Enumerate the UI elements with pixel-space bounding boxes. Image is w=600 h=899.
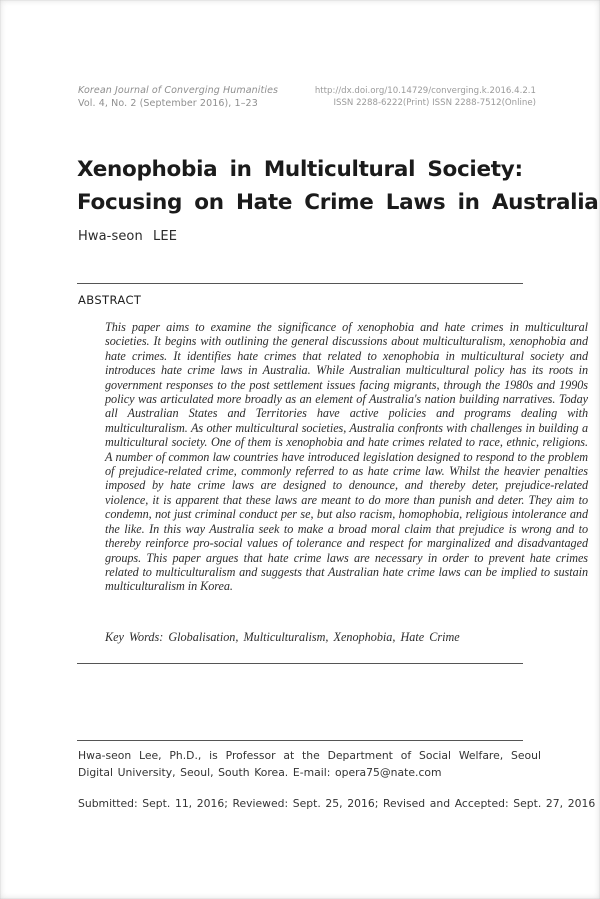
doi-text: http://dx.doi.org/10.14729/converging.k.2016.4.2.1 — [314, 86, 536, 96]
keywords-bottom-rule — [77, 663, 523, 664]
journal-name: Korean Journal of Converging Humanities — [78, 85, 279, 96]
abstract-body: This paper aims to examine the significance of xenophobia and hate crimes in multicultural societies. It begins with outlining the general discussions about multiculturalism, xenophobia and hate crimes. It identifies hate crimes that related to xenophobia in multicultural society and introduces hate crime laws in Australia. While Australian multicultural policy has its roots in government responses to the post settlement issues facing migrants, through the 1980s and 1990s policy was articulated more broadly as an element of Australia's nation building narratives. Today all Australian States and Territories have active policies and programs dealing with multiculturalism. As other multicultural societies, Australia confronts with challenges in building a multicultural society. One of them is xenophobia and hate crimes related to race, ethnic, religions. A number of common law countries have introduced legislation designed to respond to the problem of prejudice-related crime, commonly referred to as hate crime law. Whilst the heavier penalties imposed by hate crime laws are designed to denounce, and thereby deter, prejudice-related violence, it is apparent that these laws are meant to do more than punish and deter. They aim to condemn, not just criminal conduct per se, but also racism, homophobia, religious intolerance and the like. In this way Australia seek to make a broad moral claim that prejudice is wrong and to thereby reinforce pro-social values of tolerance and respect for marginalized and disadvantaged groups. This paper argues that hate crime laws are necessary in order to prevent hate crimes related to multiculturalism and suggests that Australian hate crime laws can be implied to sustain multiculturalism in Korea. — [105, 320, 588, 594]
journal-volume-info: Vol. 4, No. 2 (September 2016), 1–23 — [78, 98, 258, 109]
submission-dates: Submitted: Sept. 11, 2016; Reviewed: Sept. 25, 2016; Revised and Accepted: Sept. 27, 2016 — [78, 797, 596, 810]
running-head-right — [315, 85, 536, 109]
keywords-line: Key Words: Globalisation, Multiculturalism, Xenophobia, Hate Crime — [105, 630, 460, 644]
paper-title-line2: Focusing on Hate Crime Laws in Australia — [77, 190, 599, 215]
abstract-top-rule — [77, 283, 523, 284]
abstract-heading: ABSTRACT — [78, 293, 142, 307]
paper-title-line1: Xenophobia in Multicultural Society: — [77, 157, 523, 182]
author-affiliation-note: Hwa-seon Lee, Ph.D., is Professor at the Department of Social Welfare, Seoul Digital University, Seoul, South Korea. E-mail: opera75@nate.com — [78, 749, 541, 779]
paper-title — [77, 153, 599, 219]
author-name: Hwa-seon LEE — [78, 229, 178, 244]
footnote-rule — [77, 740, 523, 741]
issn-text: ISSN 2288-6222(Print) ISSN 2288-7512(Online) — [333, 98, 536, 108]
running-head-left — [78, 84, 278, 110]
